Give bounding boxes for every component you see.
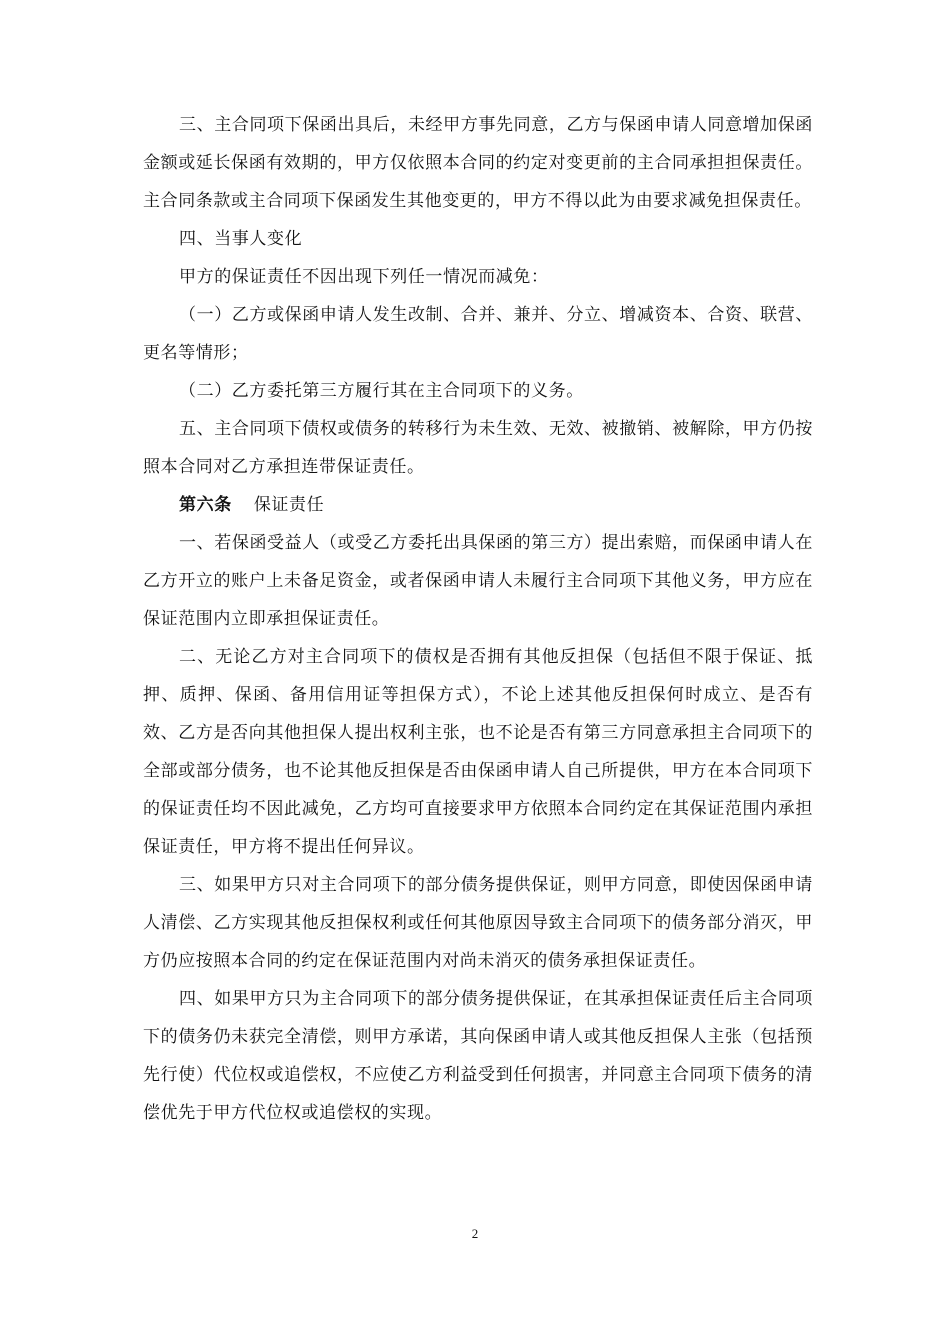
clause-item: （一）乙方或保函申请人发生改制、合并、兼并、分立、增减资本、合资、联营、更名等情形； [143,305,813,363]
article-title: 保证责任 [253,495,325,515]
clause-paragraph: 一、若保函受益人（或受乙方委托出具保函的第三方）提出索赔，而保函申请人在乙方开立的账户上未备足资金，或者保函申请人未履行主合同项下其他义务，甲方应在保证范围内立即承担保证责任。 [143,533,813,629]
article-heading [143,486,813,524]
clause-item: （二）乙方委托第三方履行其在主合同项下的义务。 [179,381,584,401]
clause-paragraph: 五、主合同项下债权或债务的转移行为未生效、无效、被撤销、被解除，甲方仍按照本合同对乙方承担连带保证责任。 [143,419,813,477]
clause-paragraph: 四、如果甲方只为主合同项下的部分债务提供保证，在其承担保证责任后主合同项下的债务仍未获完全清偿，则甲方承诺，其向保函申请人或其他反担保人主张（包括预先行使）代位权或追偿权，不应使乙方利益受到任何损害，并同意主合同项下债务的清偿优先于甲方代位权或追偿权的实现。 [143,989,813,1123]
clause-heading: 四、当事人变化 [179,229,303,249]
clause-paragraph: 甲方的保证责任不因出现下列任一情况而减免： [179,267,549,287]
document-body [143,106,813,1132]
clause-paragraph: 三、主合同项下保函出具后，未经甲方事先同意，乙方与保函申请人同意增加保函金额或延长保函有效期的，甲方仅依照本合同的约定对变更前的主合同承担担保责任。主合同条款或主合同项下保函发生其他变更的，甲方不得以此为由要求减免担保责任。 [143,115,813,211]
article-number: 第六条 [179,495,232,515]
clause-paragraph: 三、如果甲方只对主合同项下的部分债务提供保证，则甲方同意，即使因保函申请人清偿、乙方实现其他反担保权利或任何其他原因导致主合同项下的债务部分消灭，甲方仍应按照本合同的约定在保证范围内对尚未消灭的债务承担保证责任。 [143,875,813,971]
page-number: 2 [471,1226,479,1241]
clause-paragraph: 二、无论乙方对主合同项下的债权是否拥有其他反担保（包括但不限于保证、抵押、质押、保函、备用信用证等担保方式），不论上述其他反担保何时成立、是否有效、乙方是否向其他担保人提出权利主张，也不论是否有第三方同意承担主合同项下的全部或部分债务，也不论其他反担保是否由保函申请人自己所提供，甲方在本合同项下的保证责任均不因此减免，乙方均可直接要求甲方依照本合同约定在其保证范围内承担保证责任，甲方将不提出任何异议。 [143,647,813,857]
